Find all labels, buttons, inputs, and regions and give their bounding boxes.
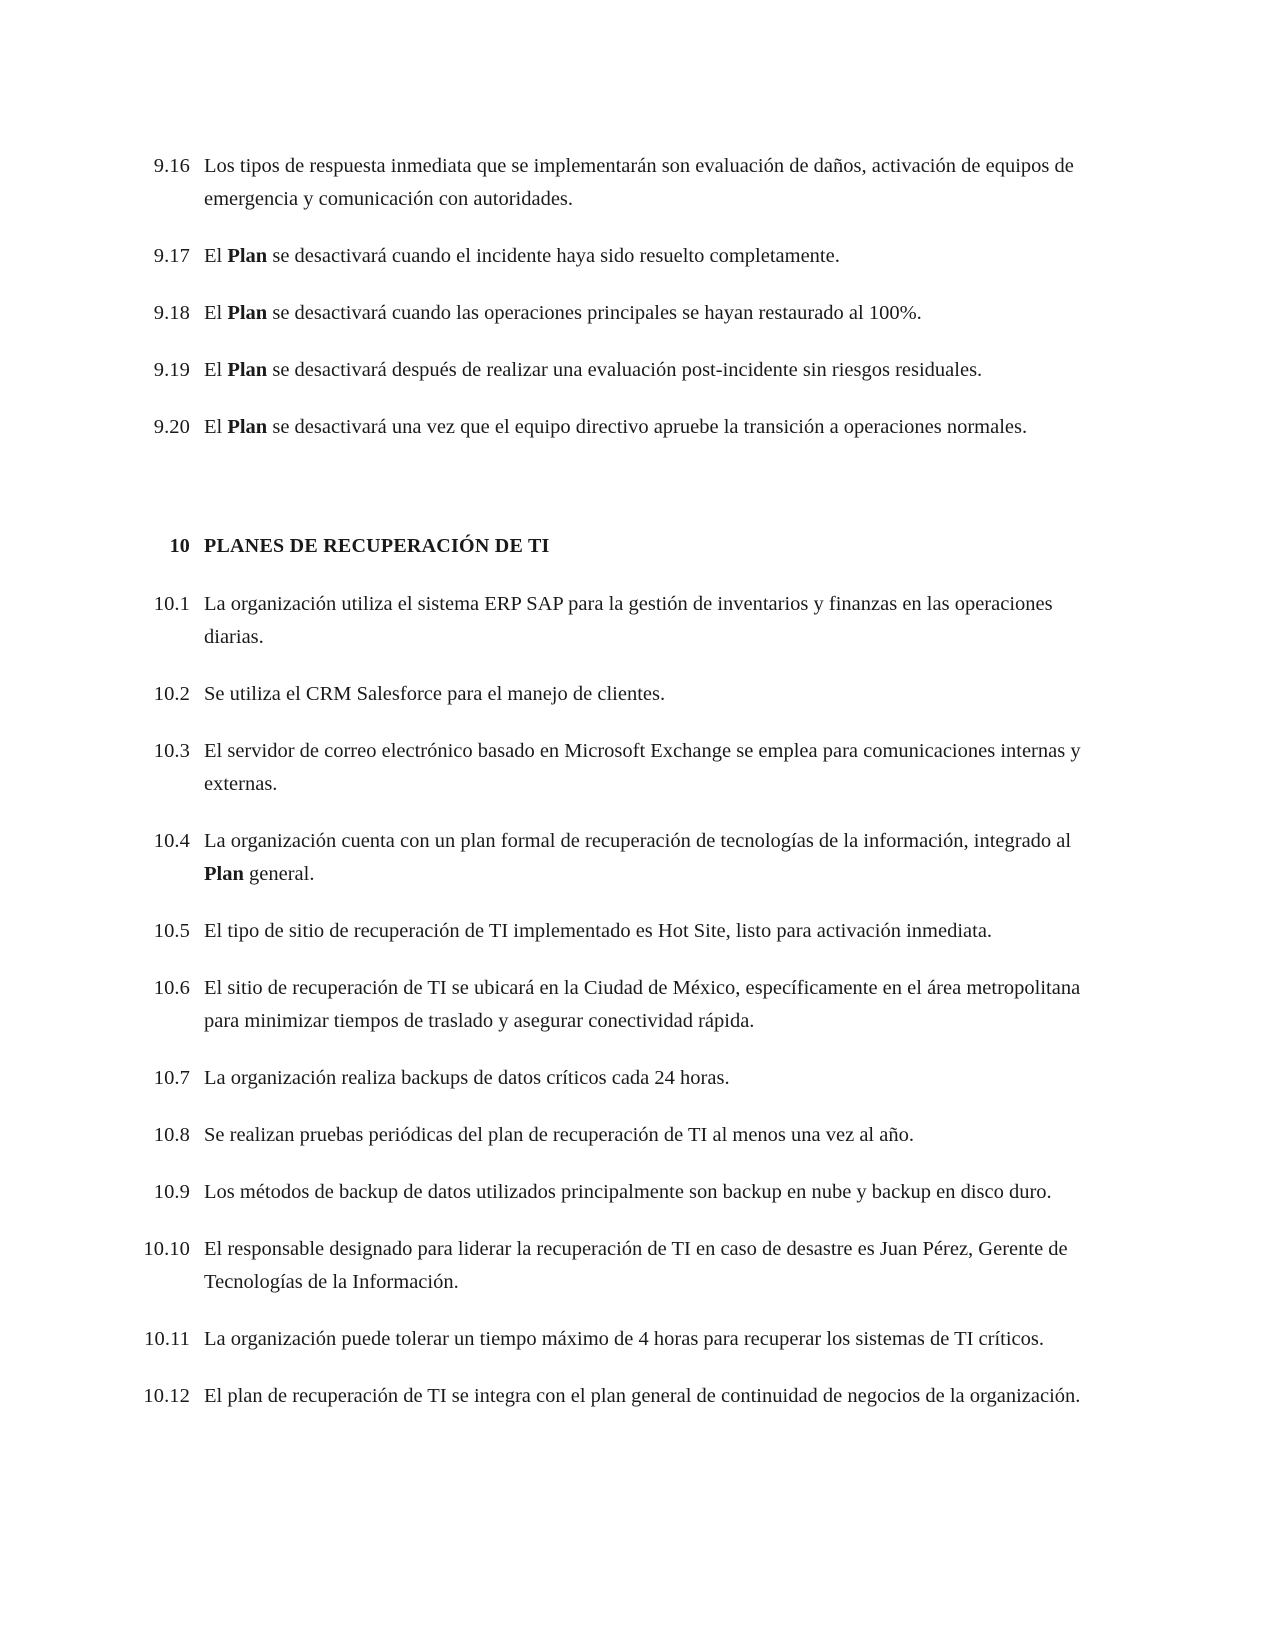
- clause-item: [128, 1062, 1097, 1095]
- clause-text: [190, 150, 1097, 216]
- clause-text: [190, 735, 1097, 801]
- clause-text: [190, 1176, 1097, 1209]
- clause-number: 10.6: [153, 977, 190, 999]
- clause-item: [128, 825, 1097, 891]
- clause-number: 10.9: [153, 1181, 190, 1203]
- clause-text: [190, 972, 1097, 1038]
- clause-text-run: La organización cuenta con un plan formal de recuperación de tecnologías de la información, integrado al: [204, 830, 1072, 852]
- clause-text-run: El servidor de correo electrónico basado en Microsoft Exchange se emplea para comunicaciones internas y externas.: [204, 740, 1081, 795]
- clause-text-run: Los tipos de respuesta inmediata que se implementarán son evaluación de daños, activación de equipos de emergencia y comunicación con autoridades.: [204, 155, 1074, 210]
- clause-emphasis: Plan: [227, 302, 268, 324]
- clause-text: [190, 1062, 1097, 1095]
- clause-text: [190, 1323, 1097, 1356]
- clause-number: 10.8: [153, 1124, 190, 1146]
- clause-text-run: El plan de recuperación de TI se integra con el plan general de continuidad de negocios de la organización.: [204, 1385, 1081, 1407]
- clause-text: [190, 1380, 1097, 1413]
- clause-emphasis: Plan: [204, 863, 244, 885]
- clause-number: 10.5: [153, 920, 190, 942]
- clause-item: [128, 1176, 1097, 1209]
- clause-text-run: La organización utiliza el sistema ERP SAP para la gestión de inventarios y finanzas en las operaciones diarias.: [204, 593, 1053, 648]
- clause-item: [128, 678, 1097, 711]
- clause-number: 10.10: [143, 1238, 190, 1260]
- clause-number: 9.20: [153, 416, 190, 438]
- clause-text: [190, 1119, 1097, 1152]
- clause-emphasis: Plan: [227, 416, 268, 438]
- clause-item: [128, 735, 1097, 801]
- clause-number: 10.12: [143, 1385, 190, 1407]
- clause-item: [128, 1380, 1097, 1413]
- clause-list-section-10: [128, 588, 1097, 1413]
- clause-number: 9.17: [153, 245, 190, 267]
- clause-number: 10.3: [153, 740, 190, 762]
- clause-text-run: El: [204, 359, 228, 381]
- section-heading-number: 10: [169, 535, 190, 557]
- clause-text-run: El: [204, 416, 228, 438]
- clause-text: [190, 588, 1097, 654]
- clause-text-run: Se realizan pruebas periódicas del plan de recuperación de TI al menos una vez al año.: [204, 1124, 914, 1146]
- clause-emphasis: Plan: [227, 245, 268, 267]
- clause-text: [190, 915, 1097, 948]
- clause-item: [128, 411, 1097, 444]
- clause-item: [128, 1119, 1097, 1152]
- clause-number: 10.2: [153, 683, 190, 705]
- clause-text-run: Se utiliza el CRM Salesforce para el manejo de clientes.: [204, 683, 666, 705]
- clause-text: [190, 678, 1097, 711]
- section-heading-title: PLANES DE RECUPERACIÓN DE TI: [204, 535, 550, 557]
- clause-text-run: El tipo de sitio de recuperación de TI implementado es Hot Site, listo para activación inmediata.: [204, 920, 993, 942]
- clause-item: [128, 240, 1097, 273]
- clause-text-run: La organización realiza backups de datos críticos cada 24 horas.: [204, 1067, 730, 1089]
- clause-emphasis: Plan: [227, 359, 268, 381]
- clause-text: [190, 1233, 1097, 1299]
- clause-text: [190, 825, 1097, 891]
- clause-text-run: Los métodos de backup de datos utilizados principalmente son backup en nube y backup en disco duro.: [204, 1181, 1052, 1203]
- clause-text: [190, 297, 1097, 330]
- clause-number: 9.19: [153, 359, 190, 381]
- clause-item: [128, 972, 1097, 1038]
- clause-number: 10.4: [153, 830, 190, 852]
- clause-item: [128, 354, 1097, 387]
- clause-text-run: se desactivará después de realizar una evaluación post-incidente sin riesgos residuales.: [267, 359, 983, 381]
- clause-text-run: La organización puede tolerar un tiempo máximo de 4 horas para recuperar los sistemas de TI críticos.: [204, 1328, 1045, 1350]
- clause-number: 10.1: [153, 593, 190, 615]
- clause-number: 9.16: [153, 155, 190, 177]
- clause-item: [128, 297, 1097, 330]
- clause-item: [128, 150, 1097, 216]
- clause-text: [190, 354, 1097, 387]
- clause-number: 9.18: [153, 302, 190, 324]
- clause-number: 10.11: [144, 1328, 190, 1350]
- clause-list-section-9: [128, 150, 1097, 444]
- clause-text-run: El: [204, 302, 228, 324]
- clause-text-run: El sitio de recuperación de TI se ubicará en la Ciudad de México, específicamente en el área metropolitana para minimizar tiempos de traslado y asegurar conectividad rápida.: [204, 977, 1081, 1032]
- clause-number: 10.7: [153, 1067, 190, 1089]
- clause-text-run: se desactivará cuando el incidente haya sido resuelto completamente.: [267, 245, 840, 267]
- section-spacer: [128, 468, 1097, 530]
- clause-item: [128, 1233, 1097, 1299]
- clause-text-run: El responsable designado para liderar la recuperación de TI en caso de desastre es Juan Pérez, Gerente de Tecnologías de la Información.: [204, 1238, 1068, 1293]
- clause-text-run: se desactivará cuando las operaciones principales se hayan restaurado al 100%.: [267, 302, 922, 324]
- clause-item: [128, 1323, 1097, 1356]
- section-heading-10: [128, 530, 1097, 562]
- clause-text: [190, 240, 1097, 273]
- clause-item: [128, 915, 1097, 948]
- clause-text-run: El: [204, 245, 228, 267]
- clause-text: [190, 411, 1097, 444]
- clause-item: [128, 588, 1097, 654]
- clause-text-run: se desactivará una vez que el equipo directivo apruebe la transición a operaciones normales.: [267, 416, 1028, 438]
- clause-text-run: general.: [243, 863, 315, 885]
